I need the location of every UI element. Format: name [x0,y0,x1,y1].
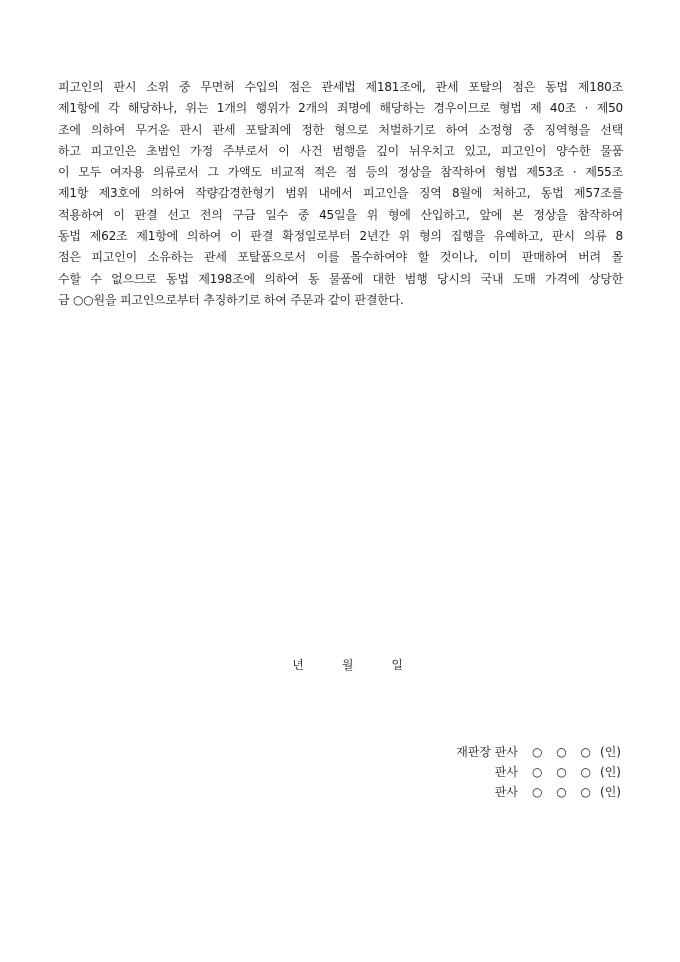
signature-seal: (인) [600,745,621,759]
signature-row-presiding-judge [321,742,621,762]
signature-row-judge [321,762,621,782]
signature-name: ○ ○ ○ [531,745,597,759]
paragraph-line: 이 모두 여자용 의류로서 그 가액도 비교적 적은 점 등의 정상을 참작하여 형법 제53조 · 제55조 [58,165,623,180]
signature-row-judge [321,782,621,802]
signature-role: 재판장 판사 [456,745,518,759]
signature-role: 판사 [494,765,518,779]
paragraph-line: 제1항에 각 해당하나, 위는 1개의 행위가 2개의 죄명에 해당하는 경우이므로 형법 제 40조 · 제50 [58,101,623,116]
judgment-date [0,641,680,689]
signature-seal: (인) [600,765,621,779]
date-year-label: 년 [292,658,304,672]
judge-signature-block [321,742,621,802]
paragraph-line: 수할 수 없으므로 동법 제198조에 의하여 동 물품에 대한 범행 당시의 국내 도매 가격에 상당한 [58,271,623,286]
paragraph-line: 적용하여 이 판결 선고 전의 구금 일수 중 45일을 위 형에 산입하고, 앞에 본 정상을 참작하여 [58,207,623,222]
paragraph-line: 점은 피고인이 소유하는 관세 포탈품으로서 이를 몰수하여야 할 것이나, 이미 판매하여 버려 몰 [58,250,623,265]
paragraph-line: 하고 피고인은 초범인 가정 주부로서 이 사건 범행을 깊이 뉘우치고 있고, 피고인이 양수한 물품 [58,143,623,158]
paragraph-line: 동법 제62조 제1항에 의하여 이 판결 확정일로부터 2년간 위 형의 집행을 유예하고, 판시 의류 8 [58,229,623,244]
judgment-reasoning-paragraph [58,77,623,311]
signature-name: ○ ○ ○ [531,765,597,779]
date-day-label: 일 [391,658,404,672]
paragraph-line: 금 ○○원을 피고인으로부터 추징하기로 하여 주문과 같이 판결한다. [58,292,404,307]
signature-seal: (인) [600,785,621,799]
paragraph-line: 조에 의하여 무거운 판시 관세 포탈죄에 정한 형으로 처벌하기로 하여 소정형 중 징역형을 선택 [58,122,623,137]
signature-name: ○ ○ ○ [531,785,597,799]
signature-role: 판사 [494,785,518,799]
paragraph-line: 제1항 제3호에 의하여 작량감경한형기 범위 내에서 피고인을 징역 8월에 처하고, 동법 제57조를 [58,186,623,201]
paragraph-line: 피고인의 판시 소위 중 무면허 수입의 점은 관세법 제181조에, 관세 포탈의 점은 동법 제180조 [58,80,623,94]
date-month-label: 월 [341,658,354,672]
